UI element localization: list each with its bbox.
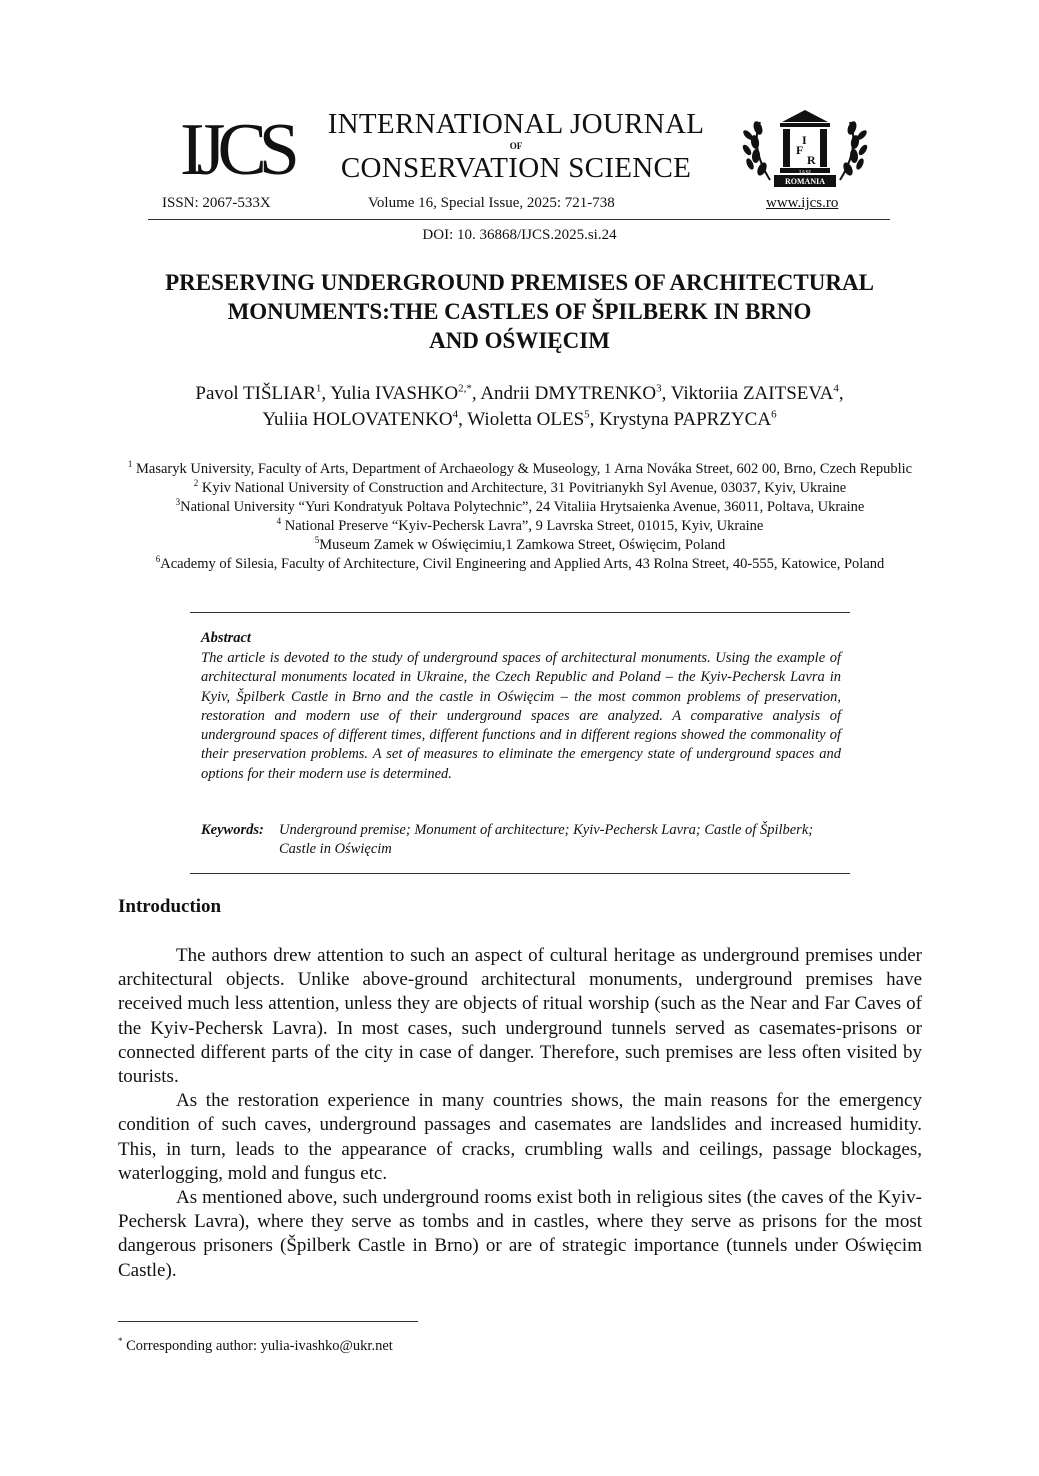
abstract-top-divider xyxy=(190,612,850,613)
author-affil: 5 xyxy=(584,408,590,421)
journal-title-of: OF xyxy=(509,141,523,151)
fir-emblem-logo xyxy=(744,108,866,196)
author-name: Pavol TIŠLIAR xyxy=(195,383,316,404)
abstract-bottom-divider xyxy=(190,873,850,874)
emblem-letter-r: R xyxy=(807,153,816,167)
website-link[interactable]: www.ijcs.ro xyxy=(766,195,839,211)
journal-title-line2: CONSERVATION SCIENCE xyxy=(340,152,692,184)
paragraph: As the restoration experience in many countries shows, the main reasons for the emergency condition of such caves, underground passages and casemates are landslides and increased humidity. This, in turn, leads to the appearance of cracks, crumbling walls and ceilings, passage blockages, waterlogging, mold and fungus etc. xyxy=(118,1090,922,1184)
introduction-body xyxy=(118,944,922,1283)
author-affil: 2,* xyxy=(458,382,472,395)
author-name: Viktoriia ZAITSEVA xyxy=(670,383,834,404)
emblem-country: ROMANIA xyxy=(785,177,825,186)
footnote-divider xyxy=(118,1321,418,1322)
journal-title-line1: INTERNATIONAL JOURNAL xyxy=(327,108,705,140)
title-line-2: MONUMENTS:THE CASTLES OF ŠPILBERK IN BRNO xyxy=(227,299,812,324)
keywords-text: Underground premise; Monument of architecture; Kyiv-Pechersk Lavra; Castle of Špilberk; Castle in Oświęcim xyxy=(279,822,814,858)
laurel-left-icon xyxy=(741,120,770,180)
affiliation-item: $^5$Museum Zamek w Oświęcimiu,1 Zamkowa Street, Oświęcim, Poland xyxy=(314,535,726,553)
author-affil: 4 xyxy=(833,382,839,395)
author-affil: 1 xyxy=(315,382,322,395)
issn: ISSN: 2067-533X xyxy=(162,195,271,211)
affiliations xyxy=(110,460,930,574)
affiliation-item: $^2$ Kyiv National University of Construction and Architecture, 31 Povitrianykh Syl Avenue, 03037, Kyiv, Ukraine xyxy=(193,478,847,496)
footnote-text: Corresponding author: yulia-ivashko@ukr.net xyxy=(126,1338,393,1354)
author-affil: 6 xyxy=(771,408,777,421)
author-list xyxy=(100,381,939,433)
author-affil: 3 xyxy=(656,382,662,395)
affiliation-item: $^3$National University “Yuri Kondratyuk Poltava Polytechnic”, 24 Vitaliia Hrytsaienka Avenue, 36011, Poltava, Ukraine xyxy=(175,497,865,515)
author-name: Wioletta OLES xyxy=(467,409,585,430)
paper-title xyxy=(100,268,939,355)
emblem-letter-i: I xyxy=(802,133,807,147)
title-line-3: AND OŚWIĘCIM xyxy=(429,328,610,353)
journal-title xyxy=(300,108,732,184)
author-affil: 4 xyxy=(452,408,459,421)
author-name: Krystyna PAPRZYCA xyxy=(599,409,772,430)
ijcs-logo xyxy=(178,108,292,191)
header-divider xyxy=(148,219,890,220)
affiliation-item: $^4$ National Preserve “Kyiv-Pechersk Lavra”, 9 Lavrska Street, 01015, Kyiv, Ukraine xyxy=(276,516,764,534)
abstract-heading: Abstract xyxy=(201,630,251,646)
footnote xyxy=(118,1338,393,1355)
keywords xyxy=(201,821,841,860)
emblem-letter-f: F xyxy=(796,143,804,157)
author-name: Andrii DMYTRENKO xyxy=(480,383,657,404)
volume-info: Volume 16, Special Issue, 2025: 721-738 xyxy=(368,195,615,211)
logo-text: IJCS xyxy=(180,109,292,191)
author-name: Yuliia HOLOVATENKO xyxy=(262,409,453,430)
abstract-text: The article is devoted to the study of underground spaces of architectural monuments. Using the example of architectural monuments located in Ukraine, the Czech Republic and Poland – the Kyiv-Pechersk Lavra in Kyiv, Špilberk Castle in Brno and the castle in Oświęcim – the most common problems of preservation, restoration and modern use of their underground spaces are analyzed. A comparative analysis of underground spaces of different times, different functions and in different regions showed the commonality of their preservation problems. A set of measures to eliminate the emergency state of underground spaces and options for their modern use is determined. xyxy=(201,650,841,782)
doi: DOI: 10. 36868/IJCS.2025.si.24 xyxy=(422,227,617,243)
authors-line-2: Yuliia HOLOVATENKO$^4$, Wioletta OLES$^5$, Krystyna PAPRZYCA$^6$ xyxy=(262,408,777,430)
paragraph: As mentioned above, such underground rooms exist both in religious sites (the caves of the Kyiv-Pechersk Lavra), where they serve as tombs and in castles, where they serve as prisons for the most dangerous prisoners (Špilberk Castle in Brno) or are of strategic importance (tunnels under Oświęcim Castle). xyxy=(118,1187,922,1281)
affiliation-item: $^1$ Masaryk University, Faculty of Arts, Department of Archaeology & Museology, 1 Arna Nováka Street, 602 00, Brno, Czech Republic xyxy=(127,459,913,477)
keywords-label: Keywords: xyxy=(201,822,264,838)
authors-line-1: Pavol TIŠLIAR$^1$, Yulia $IVASHKO^{2,*}$, Andrii DMYTRENKO$^3$, Viktoriia ZAITSEVA$^4$, xyxy=(195,382,844,404)
author-name: Yulia IVASHKO xyxy=(330,383,459,404)
laurel-right-icon xyxy=(840,120,869,180)
paragraph: The authors drew attention to such an aspect of cultural heritage as underground premises under architectural objects. Unlike above-ground architectural monuments, underground premises have received much less attention, unless they are objects of ritual worship (such as the Near and Far Caves of the Kyiv-Pechersk Lavra). In most cases, such underground tunnels served as casemates-prisons or connected different parts of the city in case of danger. Therefore, such premises are less often visited by tourists. xyxy=(118,945,922,1088)
title-line-1: PRESERVING UNDERGROUND PREMISES OF ARCHITECTURAL xyxy=(165,270,874,295)
affiliation-item: $^6$Academy of Silesia, Faculty of Architecture, Civil Engineering and Applied Arts, 43 Rolna Street, 40-555, Katowice, Poland xyxy=(155,554,885,572)
footnote-mark: * xyxy=(118,1336,123,1347)
emblem-city: IAȘI xyxy=(799,170,811,176)
introduction-heading: Introduction xyxy=(118,896,222,917)
